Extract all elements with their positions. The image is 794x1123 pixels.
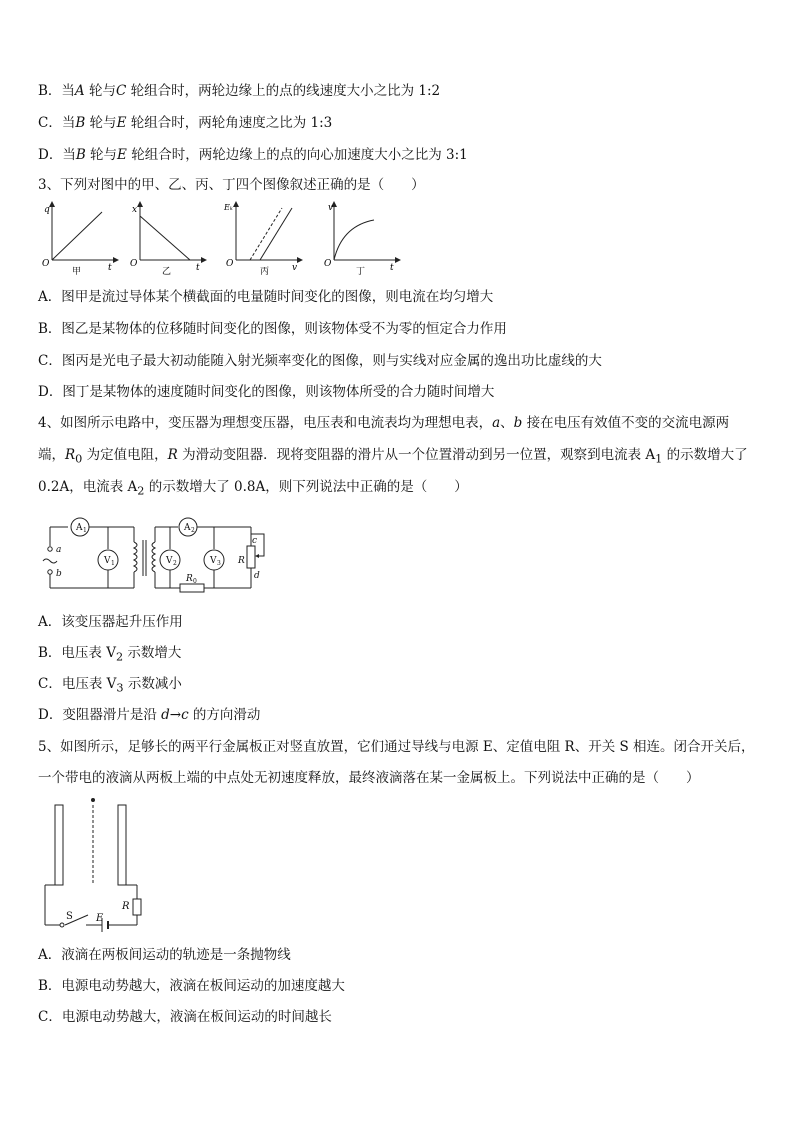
var: E — [116, 115, 127, 131]
ammeter-a2-sub: 2 — [191, 527, 195, 534]
stem-text: 、 — [500, 415, 514, 431]
graph-bing-xlabel: v — [292, 263, 298, 273]
graph-jia-ylabel: q — [44, 205, 50, 215]
q5-stem-line1: 5、如图所示，足够长的两平行金属板正对竖直放置，它们通过导线与电源 E、定值电阻 R、开关 S 相连。闭合开关后， — [38, 739, 755, 755]
subscript: 2 — [115, 650, 124, 664]
option-text: 轮组合时，两轮边缘上的点的线速度大小之比为 1:2 — [126, 83, 441, 99]
option-label: B． — [38, 83, 62, 99]
graph-ding — [324, 202, 400, 277]
q2-option-c — [38, 113, 332, 133]
subscript: 0 — [75, 452, 83, 466]
option-text: 示数增大 — [123, 645, 182, 661]
stem-text: 的示数增大了 — [662, 447, 748, 463]
var: a — [492, 415, 501, 431]
option-text: 轮组合时，两轮边缘上的点的向心加速度大小之比为 3:1 — [126, 147, 468, 163]
voltmeter-v2-sub: 2 — [173, 560, 177, 567]
slider-d-label: d — [254, 571, 260, 581]
option-text: 轮与 — [85, 115, 117, 131]
graph-jia-origin: O — [42, 259, 50, 269]
q3-option-a: A．图甲是流过导体某个横截面的电量随时间变化的图像，则电流在均匀增大 — [38, 289, 494, 305]
var: A — [74, 83, 85, 99]
option-text: C．电压表 V — [38, 676, 117, 692]
q2-option-b — [38, 81, 440, 101]
switch-s-label: S — [66, 911, 73, 922]
graph-bing-caption: 丙 — [260, 267, 270, 277]
graph-jia-caption: 甲 — [72, 267, 82, 277]
q5-plates-diagram — [38, 795, 148, 935]
q4-option-c — [38, 674, 182, 699]
option-text: B．电压表 V — [38, 645, 116, 661]
q3-graphs — [38, 198, 418, 278]
option-label: C． — [38, 115, 62, 131]
q4-stem-line3 — [38, 477, 468, 502]
q4-option-a: A．该变压器起升压作用 — [38, 614, 183, 630]
var: B — [75, 115, 86, 131]
stem-text: 为定值电阻， — [82, 447, 168, 463]
graph-yi-ylabel: x — [132, 205, 138, 215]
terminal-b-label: b — [56, 569, 62, 579]
var: E — [117, 147, 127, 163]
graph-bing-origin: O — [226, 259, 234, 269]
graph-jia — [42, 202, 118, 277]
source-e-label: E — [96, 913, 104, 924]
stem-text: 为滑动变阻器．现将变阻器的滑片从一个位置滑动到另一位置，观察到电流表 A — [177, 447, 656, 463]
option-text: 示数减小 — [123, 676, 182, 692]
q4-stem-line2 — [38, 445, 748, 470]
subscript: 2 — [137, 484, 145, 498]
resistor-r0-sub: 0 — [193, 578, 197, 585]
graph-ding-caption: 丁 — [356, 267, 366, 277]
var: d→c — [161, 707, 189, 723]
option-text: 轮与 — [84, 83, 116, 99]
ammeter-a1-label: A — [76, 523, 83, 533]
stem-text: 4、如图所示电路中，变压器为理想变压器，电压表和电流表均为理想电表， — [38, 415, 493, 431]
graph-yi — [130, 202, 206, 277]
ammeter-a2-label: A — [184, 523, 191, 533]
voltmeter-v2-label: V — [166, 556, 173, 566]
option-text: 当 — [61, 115, 76, 131]
q4-circuit-diagram — [38, 510, 278, 600]
graph-bing-ylabel: Eₖ — [224, 203, 233, 212]
var: B — [75, 147, 86, 163]
option-text: D．变阻器滑片是沿 — [38, 707, 162, 723]
resistor-r0-label: R — [186, 574, 193, 584]
stem-text: 0.2A，电流表 A — [38, 479, 138, 495]
var: b — [513, 415, 523, 431]
option-text: 当 — [62, 147, 76, 163]
slider-c-label: c — [252, 536, 258, 546]
stem-text: 的示数增大了 0.8A，则下列说法中正确的是（ ） — [144, 479, 468, 495]
q5-option-b: B．电源电动势越大，液滴在板间运动的加速度越大 — [38, 978, 345, 994]
q4-stem-line1 — [38, 413, 729, 433]
resistor-r-label: R — [122, 901, 130, 912]
option-text: 轮组合时，两轮角速度之比为 1:3 — [126, 115, 333, 131]
rheostat-label: R — [238, 556, 245, 566]
graph-ding-origin: O — [324, 259, 332, 269]
var: C — [115, 83, 127, 99]
graph-bing — [223, 202, 302, 277]
graph-ding-ylabel: v — [328, 203, 334, 213]
voltmeter-v3-label: V — [210, 556, 217, 566]
q3-option-b: B．图乙是某物体的位移随时间变化的图像，则该物体受不为零的恒定合力作用 — [38, 321, 507, 337]
terminal-a-label: a — [56, 545, 62, 555]
var: R — [65, 447, 76, 463]
option-text: 当 — [61, 83, 75, 99]
q5-option-c: C．电源电动势越大，液滴在板间运动的时间越长 — [38, 1009, 332, 1025]
voltmeter-v3-sub: 3 — [217, 560, 221, 567]
q4-option-d — [38, 705, 260, 725]
subscript: 3 — [116, 681, 124, 695]
option-label: D． — [38, 147, 63, 163]
voltmeter-v1-sub: 1 — [111, 560, 115, 567]
graph-ding-xlabel: t — [390, 263, 394, 273]
graph-jia-xlabel: t — [108, 263, 112, 273]
q3-option-c: C．图丙是光电子最大初动能随入射光频率变化的图像，则与实线对应金属的逸出功比虚线的大 — [38, 353, 602, 369]
option-text: 轮与 — [85, 147, 118, 163]
q2-option-d — [38, 145, 468, 165]
option-text: 的方向滑动 — [188, 707, 261, 723]
stem-text: 接在电压有效值不变的交流电源两 — [522, 415, 730, 431]
subscript: 1 — [655, 452, 663, 466]
ammeter-a1-sub: 1 — [83, 527, 87, 534]
q4-option-b — [38, 643, 181, 668]
q3-stem: 3、下列对图中的甲、乙、丙、丁四个图像叙述正确的是（ ） — [38, 177, 425, 193]
graph-yi-xlabel: t — [196, 263, 200, 273]
voltmeter-v1-label: V — [104, 556, 111, 566]
graph-yi-origin: O — [130, 259, 138, 269]
q3-option-d: D．图丁是某物体的速度随时间变化的图像，则该物体所受的合力随时间增大 — [38, 384, 495, 400]
q5-option-a: A．液滴在两板间运动的轨迹是一条抛物线 — [38, 947, 291, 963]
var: R — [167, 447, 178, 463]
stem-text: 端， — [38, 447, 65, 463]
graph-yi-caption: 乙 — [162, 267, 172, 277]
q5-stem-line2: 一个带电的液滴从两板上端的中点处无初速度释放，最终液滴落在某一金属板上。下列说法中正确的是（ ） — [38, 770, 700, 786]
